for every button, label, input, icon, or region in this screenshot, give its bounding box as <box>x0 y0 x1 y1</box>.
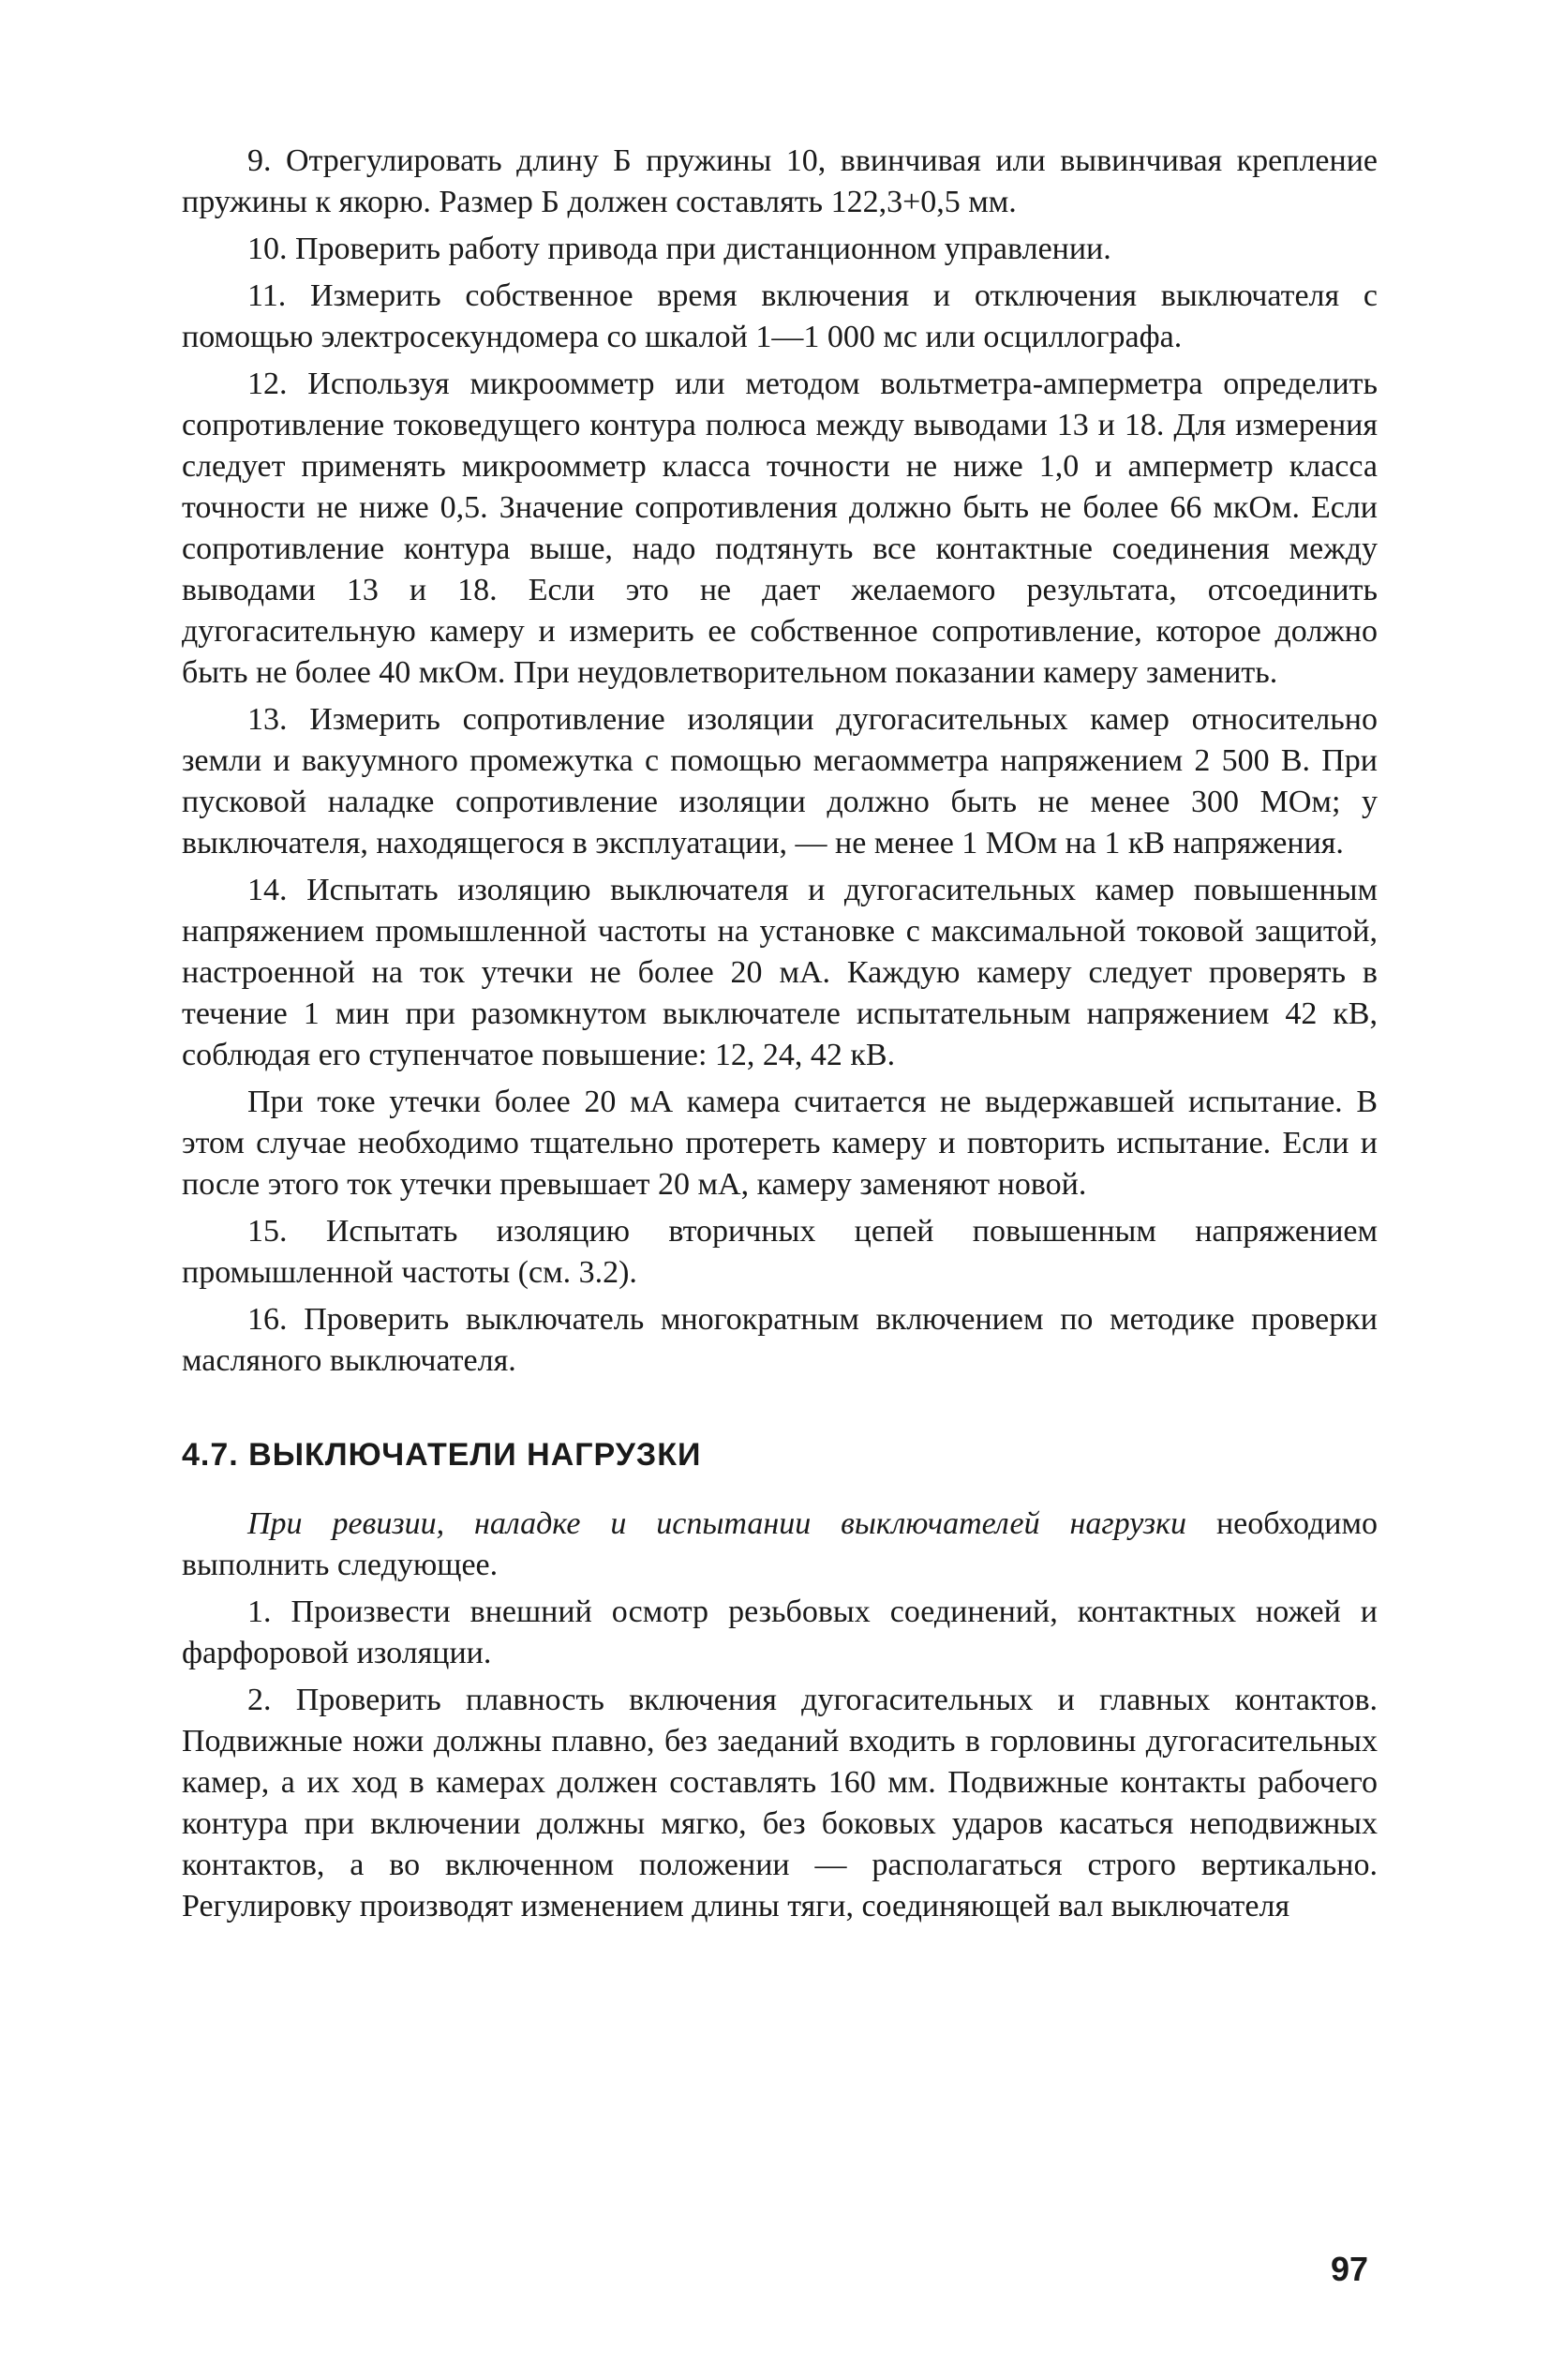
paragraph-item-14: 14. Испытать изоляцию выключателя и дугогасительных камер повышенным напряжением промышленной частоты на установке с максимальной токовой защитой, настроенной на ток утечки не более 20 мА. Каждую камеру следует проверять в течение 1 мин при разомкнутом выключателе испытательным напряжением 42 кВ, соблюдая его ступенчатое повышение: 12, 24, 42 кВ. <box>182 873 1378 1072</box>
page-number: 97 <box>1331 2250 1369 2288</box>
paragraph-item-9: 9. Отрегулировать длину Б пружины 10, ввинчивая или вывинчивая крепление пружины к якорю. Размер Б должен составлять 122,3+0,5 мм. <box>182 143 1378 219</box>
paragraph-item-10: 10. Проверить работу привода при дистанционном управлении. <box>247 232 1111 266</box>
section-intro-rest: необходимо выполнить следующее. <box>182 1506 1379 1582</box>
paragraph-item-13: 13. Измерить сопротивление изоляции дугогасительных камер относительно земли и вакуумного промежутка с помощью мегаомметра напряжением 2 500 В. При пусковой наладке сопротивление изоляции должно быть не менее 300 МОм; у выключателя, находящегося в эксплуатации, — не менее 1 МОм на 1 кВ напряжения. <box>182 702 1378 861</box>
paragraph-leakage-note: При токе утечки более 20 мА камера считается не выдержавшей испытание. В этом случае необходимо тщательно протереть камеру и повторить испытание. Если и после этого ток утечки превышает 20 мА, камеру заменяют новой. <box>182 1085 1378 1202</box>
section-paragraph-2: 2. Проверить плавность включения дугогасительных и главных контактов. Подвижные ножи должны плавно, без заеданий входить в горловины дугогасительных камер, а их ход в камерах должен составлять 160 мм. Подвижные контакты рабочего контура при включении должны мягко, без боковых ударов касаться неподвижных контактов, а во включенном положении — располагаться строго вертикально. Регулировку производят изменением длины тяги, соединяющей вал выключателя <box>182 1683 1378 1923</box>
paragraph-item-16: 16. Проверить выключатель многократным включением по методике проверки масляного выключателя. <box>182 1302 1378 1378</box>
section-heading: 4.7. ВЫКЛЮЧАТЕЛИ НАГРУЗКИ <box>182 1437 702 1473</box>
paragraph-item-11: 11. Измерить собственное время включения и отключения выключателя с помощью электросекундомера со шкалой 1—1 000 мс или осциллографа. <box>182 278 1378 354</box>
paragraph-item-15: 15. Испытать изоляцию вторичных цепей повышенным напряжением промышленной частоты (см. 3.2). <box>182 1214 1378 1290</box>
section-paragraph-1: 1. Произвести внешний осмотр резьбовых соединений, контактных ножей и фарфоровой изоляции. <box>182 1594 1378 1670</box>
page-content <box>182 141 1378 1933</box>
paragraph-item-12: 12. Используя микроомметр или методом вольтметра-амперметра определить сопротивление токоведущего контура полюса между выводами 13 и 18. Для измерения следует применять микроомметр класса точности не ниже 1,0 и амперметр класса точности не ниже 0,5. Значение сопротивления должно быть не более 66 мкОм. Если сопротивление контура выше, надо подтянуть все контактные соединения между выводами 13 и 18. Если это не дает желаемого результата, отсоединить дугогасительную камеру и измерить ее собственное сопротивление, которое должно быть не более 40 мкОм. При неудовлетворительном показании камеру заменить. <box>182 367 1378 690</box>
section-intro <box>182 1504 1378 1586</box>
section-intro-italic: При ревизии, наладке и испытании выключателей нагрузки <box>247 1506 1187 1541</box>
